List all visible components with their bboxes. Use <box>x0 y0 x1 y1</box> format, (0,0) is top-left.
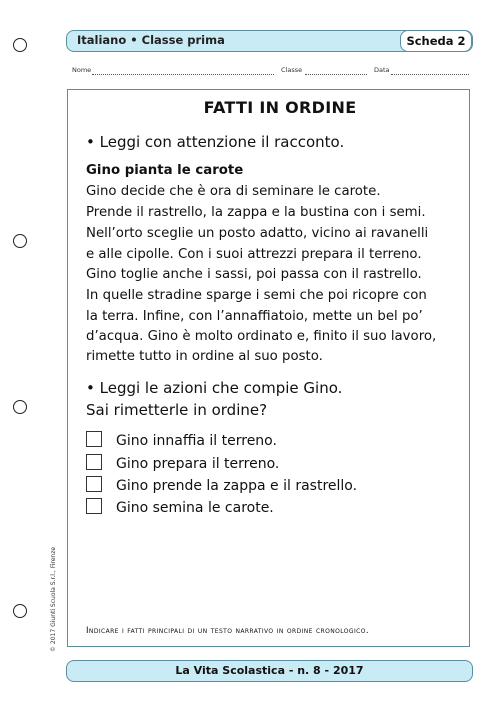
story-line: Gino decide che è ora di seminare le carote. <box>86 184 381 199</box>
binder-hole <box>13 234 27 248</box>
action-label: Gino innaffia il terreno. <box>116 433 277 449</box>
objective-note: Indicare i fatti principali di un testo narrativo in ordine cronologico. <box>86 626 369 636</box>
name-field[interactable] <box>92 74 274 75</box>
binder-hole <box>13 38 27 52</box>
story-line: e alle cipolle. Con i suoi attrezzi prepara il terreno. <box>86 247 422 262</box>
story-line: la terra. Infine, con l’annaffiatoio, mette un bel po’ <box>86 309 423 324</box>
action-checkbox[interactable] <box>86 454 102 470</box>
class-label: Classe <box>281 66 303 74</box>
binder-hole <box>13 400 27 414</box>
instruction-order-line2: Sai rimetterle in ordine? <box>86 401 268 419</box>
action-checkbox[interactable] <box>86 431 102 447</box>
name-label: Nome <box>72 66 92 74</box>
action-label: Gino semina le carote. <box>116 500 274 516</box>
page-title: FATTI IN ORDINE <box>203 98 357 117</box>
story-line: Gino toglie anche i sassi, poi passa con il rastrello. <box>86 267 422 282</box>
story-line: d’acqua. Gino è molto ordinato e, finito il suo lavoro, <box>86 329 437 344</box>
story-line: Prende il rastrello, la zappa e la bustina con i semi. <box>86 205 426 220</box>
action-checkbox[interactable] <box>86 476 102 492</box>
action-label: Gino prende la zappa e il rastrello. <box>116 478 358 494</box>
instruction-read: • Leggi con attenzione il racconto. <box>86 133 345 151</box>
instruction-order-line1: • Leggi le azioni che compie Gino. <box>86 379 343 397</box>
story-line: In quelle stradine sparge i semi che poi ricopre con <box>86 288 427 303</box>
header-bar <box>66 30 473 52</box>
class-field[interactable] <box>305 74 367 75</box>
copyright-text: © 2017 Giunti Scuola S.r.l., Firenze <box>50 546 57 652</box>
action-label: Gino prepara il terreno. <box>116 456 280 472</box>
binder-hole <box>13 604 27 618</box>
date-label: Data <box>374 66 390 74</box>
sheet-number: Scheda 2 <box>400 30 472 52</box>
date-field[interactable] <box>391 74 469 75</box>
action-checkbox[interactable] <box>86 498 102 514</box>
story-line: rimette tutto in ordine al suo posto. <box>86 349 323 364</box>
story-title: Gino pianta le carote <box>86 163 244 178</box>
subject-label: Italiano • Classe prima <box>77 33 225 47</box>
story-line: Nell’orto sceglie un posto adatto, vicino ai ravanelli <box>86 226 429 241</box>
footer-bar: La Vita Scolastica - n. 8 - 2017 <box>66 660 473 682</box>
